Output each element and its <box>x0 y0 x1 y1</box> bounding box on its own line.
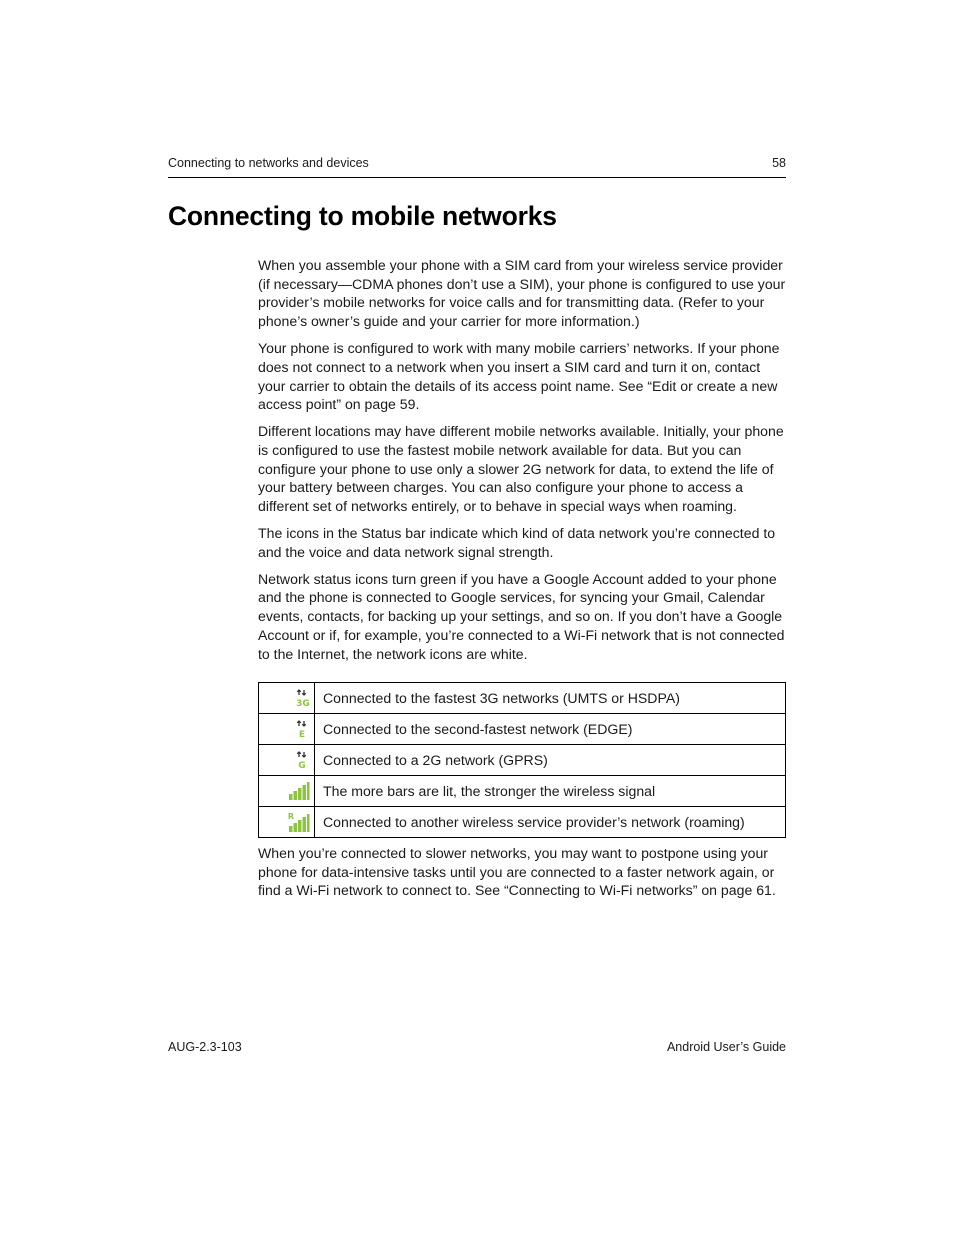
table-row <box>259 714 786 745</box>
icon-label-gprs: G <box>298 761 306 770</box>
paragraph-slower-networks: When you’re connected to slower networks, you may want to postpone using your phone for data-intensive tasks until you are connected to a faster network again, or find a Wi-Fi network to connect to. See “Connecting to Wi-Fi networks” on page 61. <box>258 845 776 899</box>
signal-bars-icon <box>288 781 310 801</box>
icon-cell <box>259 807 315 838</box>
table-row <box>259 776 786 807</box>
icon-label-edge: E <box>298 730 306 739</box>
icon-description: Connected to the fastest 3G networks (UMTS or HSDPA) <box>315 683 786 714</box>
paragraph-green-icons: Network status icons turn green if you have a Google Account added to your phone and the phone is connected to Google services, for syncing your Gmail, Calendar events, contacts, for backing up your settings, and so on. If you don’t have a Google Account or if, for example, you’re connected to a Wi-Fi network that is not connected to the Internet, the network icons are white. <box>258 570 785 662</box>
table-row <box>259 745 786 776</box>
page-title: Connecting to mobile networks <box>168 201 557 231</box>
icon-description: Connected to a 2G network (GPRS) <box>315 745 786 776</box>
table-row <box>259 683 786 714</box>
icon-cell <box>259 776 315 807</box>
paragraph-status-icons: The icons in the Status bar indicate which kind of data network you’re connected to and the voice and data network signal strength. <box>258 525 776 560</box>
paragraph-sim-card: When you assemble your phone with a SIM card from your wireless service provider (if necessary—CDMA phones don’t use a SIM), your phone is configured to use your provider’s mobile networks for voice calls and for transmitting data. (Refer to your phone’s owner’s guide and your carrier for more information.) <box>258 257 786 330</box>
paragraph-locations: Different locations may have different mobile networks available. Initially, your phone is configured to use the fastest mobile network available for data. But you can configure your phone to use only a slower 2G network for data, to extend the life of your battery between charges. You can also configure your phone to access a different set of networks entirely, or to behave in special ways when roaming. <box>258 423 784 515</box>
page-number: 58 <box>772 156 786 170</box>
gprs-network-icon <box>296 751 310 769</box>
footer-guide-name: Android User’s Guide <box>666 1040 786 1054</box>
footer-doc-id: AUG-2.3-103 <box>168 1040 242 1054</box>
icon-description: Connected to the second-fastest network (EDGE) <box>315 714 786 745</box>
body-text <box>258 256 786 672</box>
network-icons-table <box>258 682 786 838</box>
edge-network-icon <box>296 720 310 738</box>
icon-description: Connected to another wireless service provider’s network (roaming) <box>315 807 786 838</box>
icon-label-roaming: R <box>288 812 295 821</box>
running-header <box>168 155 786 178</box>
icon-cell <box>259 714 315 745</box>
table-row <box>259 807 786 838</box>
paragraph-carriers: Your phone is configured to work with many mobile carriers’ networks. If your phone does not connect to a network when you insert a SIM card and turn it on, contact your carrier to obtain the details of its access point name. See “Edit or create a new access point” on page 59. <box>258 340 780 413</box>
icon-cell <box>259 745 315 776</box>
roaming-signal-icon <box>288 811 310 833</box>
icon-description: The more bars are lit, the stronger the wireless signal <box>315 776 786 807</box>
header-section-title: Connecting to networks and devices <box>168 156 369 170</box>
3g-network-icon <box>296 689 310 707</box>
icon-cell <box>259 683 315 714</box>
icon-label-3g: 3G <box>296 699 310 708</box>
